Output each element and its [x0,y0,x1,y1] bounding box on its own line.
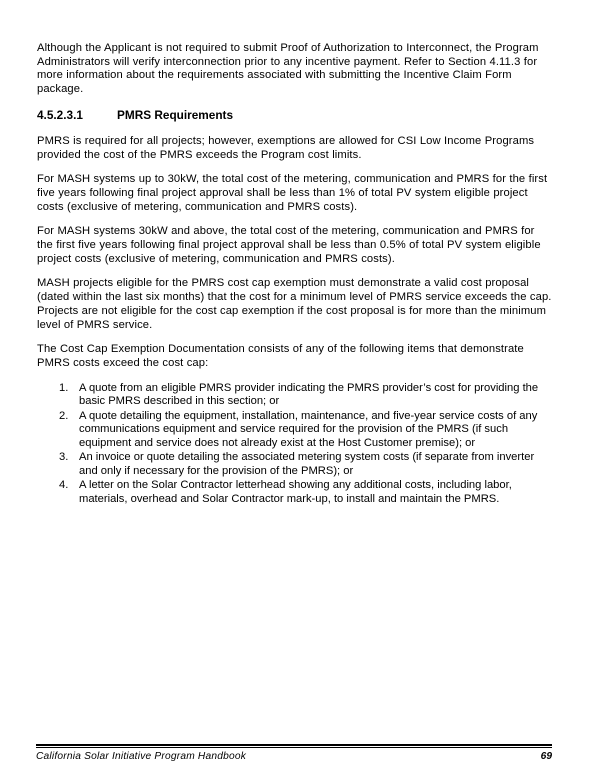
list-item-marker: 3. [59,451,69,464]
paragraph-mash-up-to-30kw: For MASH systems up to 30kW, the total cost of the metering, communication and PMRS for the first five years following final project approval shall be less than 1% of total PV system eligible project costs (exclusive of metering, communication and PMRS costs). [37,173,548,213]
list-item-marker: 1. [59,381,69,394]
section-heading [37,108,552,123]
paragraph-mash-30kw-and-above: For MASH systems 30kW and above, the total cost of the metering, communication and PMRS for the first five years following final project approval shall be less than 0.5% of total PV system eligible project costs (exclusive of metering, communication and PMRS costs). [37,225,541,265]
page-footer [36,744,552,762]
list-item [37,451,552,478]
list-item [37,410,552,451]
page-content [37,42,552,507]
paragraph-pmrs-required: PMRS is required for all projects; however, exemptions are allowed for CSI Low Income Programs provided the cost of the PMRS exceeds the Program cost limits. [37,134,535,161]
intro-paragraph: Although the Applicant is not required to submit Proof of Authorization to Interconnect, the Program Administrators will verify interconnection prior to any incentive payment. Refer to Section 4.11.3 for more information about the requirements associated with submitting the Incentive Claim Form package. [37,42,539,96]
list-item-text: A quote from an eligible PMRS provider indicating the PMRS provider’s cost for providing the basic PMRS described in this section; or [79,381,539,408]
section-heading-number: 4.5.2.3.1 [37,107,83,122]
list-item-text: A quote detailing the equipment, installation, maintenance, and five-year service costs of any communications equipment and service required for the provision of the PMRS (if such equipment and service does not already exist at the Host Customer premise); or [79,409,538,449]
cost-cap-documentation-list [37,382,552,507]
section-heading-title: PMRS Requirements [117,107,234,122]
footer-page-number: 69 [540,751,552,762]
footer-document-title: California Solar Initiative Program Handbook [36,751,246,762]
paragraph-cost-cap-exemption: MASH projects eligible for the PMRS cost cap exemption must demonstrate a valid cost proposal (dated within the last six months) that the cost for a minimum level of PMRS service exceeds the cap. Projects are not eligible for the cost cap exemption if the cost proposal is for more than the minimum level of PMRS service. [37,277,552,331]
list-item [37,479,552,506]
list-item-text: An invoice or quote detailing the associated metering system costs (if separate from inverter and only if necessary for the provision of the PMRS); or [79,451,535,477]
paragraph-documentation-intro: The Cost Cap Exemption Documentation consists of any of the following items that demonstrate PMRS costs exceed the cost cap: [37,343,524,369]
footer-row [36,751,552,762]
footer-rule-thin [36,747,552,748]
list-item-text: A letter on the Solar Contractor letterhead showing any additional costs, including labor, materials, overhead and Solar Contractor mark-up, to install and maintain the PMRS. [79,479,512,505]
list-item-marker: 4. [59,479,69,492]
list-item-marker: 2. [59,409,69,422]
list-item [37,382,552,409]
